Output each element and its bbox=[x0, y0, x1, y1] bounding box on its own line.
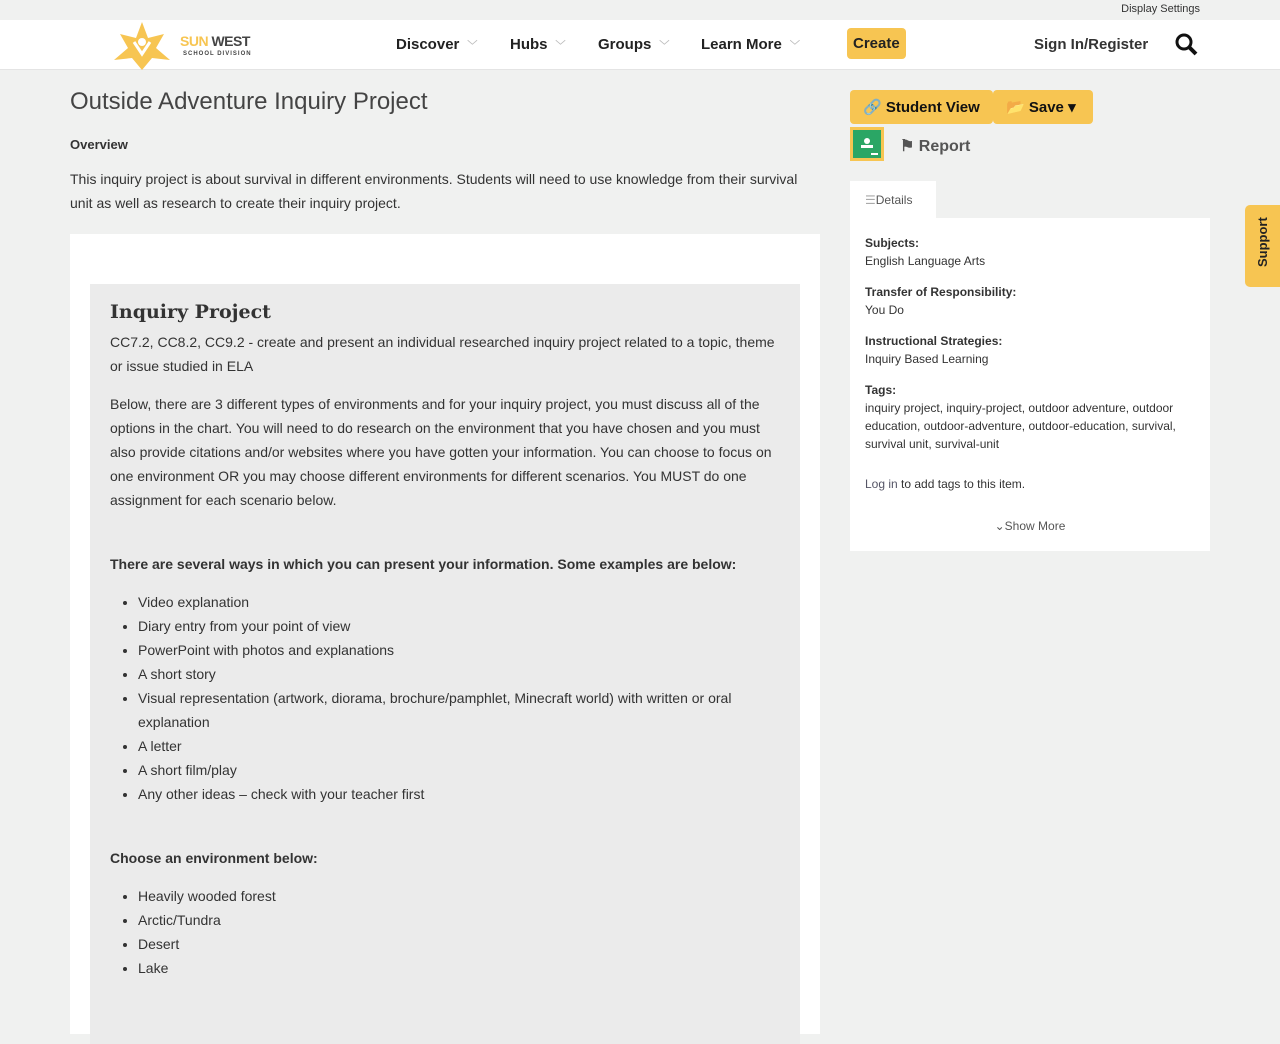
chevron-down-icon: ﹀ bbox=[789, 41, 800, 52]
link-icon: 🔗 bbox=[863, 99, 882, 116]
report-button[interactable]: ⚑ Report bbox=[900, 138, 971, 155]
ways-list bbox=[138, 590, 780, 806]
chevron-down-icon: ﹀ bbox=[659, 41, 670, 52]
chevron-down-icon: ⌄ bbox=[994, 519, 1005, 533]
display-settings-link[interactable]: Display Settings bbox=[1121, 3, 1200, 15]
nav-hubs[interactable]: Hubs ﹀ bbox=[510, 36, 566, 53]
transfer-label: Transfer of Responsibility: bbox=[865, 285, 1017, 299]
google-classroom-icon[interactable] bbox=[850, 127, 884, 161]
sun-logo-icon bbox=[112, 20, 172, 70]
list-item: • PowerPoint with photos and explanations bbox=[138, 638, 780, 662]
logo-text: SUN WEST bbox=[180, 33, 250, 49]
list-item: • Lake bbox=[138, 956, 780, 980]
ways-heading: There are several ways in which you can present your information. Some examples are below: bbox=[110, 556, 737, 572]
list-item: • A letter bbox=[138, 734, 780, 758]
save-button[interactable]: 📂 Save ▾ bbox=[993, 90, 1093, 124]
env-heading: Choose an environment below: bbox=[110, 850, 318, 866]
strategies-value: Inquiry Based Learning bbox=[865, 352, 989, 366]
show-more-button[interactable]: ⌄Show More bbox=[994, 519, 1066, 533]
list-item: • Heavily wooded forest bbox=[138, 884, 780, 908]
nav-discover[interactable]: Discover ﹀ bbox=[396, 36, 478, 53]
overview-text: This inquiry project is about survival in different environments. Students will need to use knowledge from their survival unit as well as research to create their inquiry project. bbox=[70, 171, 798, 211]
sign-in-link[interactable]: Sign In/Register bbox=[1034, 36, 1149, 53]
list-item: • A short film/play bbox=[138, 758, 780, 782]
topbar bbox=[0, 0, 1280, 20]
chevron-down-icon: ﹀ bbox=[467, 41, 478, 52]
caret-down-icon: ▾ bbox=[1068, 99, 1076, 116]
flag-icon: ⚑ bbox=[900, 138, 915, 155]
subjects-value: English Language Arts bbox=[865, 254, 986, 268]
instructions-text: Below, there are 3 different types of environments and for your inquiry project, you must discuss all of the options in the chart. You will need to do research on the environment that you have chosen and you must also provide citations and/or websites where you have gotten your information. You can choose to focus on one environment OR you may choose different environments for different scenarios. You MUST do one assignment for each scenario below. bbox=[110, 396, 772, 508]
support-tab[interactable]: Support bbox=[1245, 205, 1280, 287]
section-heading: Inquiry Project bbox=[110, 301, 271, 323]
list-item: • Any other ideas – check with your teacher first bbox=[138, 782, 780, 806]
list-item: • Arctic/Tundra bbox=[138, 908, 780, 932]
list-item: • A short story bbox=[138, 662, 780, 686]
search-icon[interactable] bbox=[1174, 32, 1198, 56]
overview-label: Overview bbox=[70, 137, 128, 152]
list-item: • Visual representation (artwork, diorama, brochure/pamphlet, Minecraft world) with written or oral explanation bbox=[138, 686, 780, 734]
env-list bbox=[138, 884, 780, 980]
tags-value: inquiry project, inquiry-project, outdoor adventure, outdoor education, outdoor-adventure, outdoor-education, survival, survival unit, survival-unit bbox=[865, 401, 1176, 451]
logo-subtitle: SCHOOL DIVISION bbox=[183, 51, 252, 57]
login-link[interactable]: Log in bbox=[865, 477, 898, 491]
list-item: • Diary entry from your point of view bbox=[138, 614, 780, 638]
student-view-button[interactable]: 🔗 Student View bbox=[850, 90, 993, 124]
login-hint: to add tags to this item. bbox=[897, 477, 1026, 491]
list-item: • Desert bbox=[138, 932, 780, 956]
navbar bbox=[0, 20, 1280, 70]
folder-open-icon: 📂 bbox=[1006, 99, 1025, 116]
logo[interactable] bbox=[112, 20, 252, 70]
strategies-label: Instructional Strategies: bbox=[865, 334, 1003, 348]
list-item: • Video explanation bbox=[138, 590, 780, 614]
page-title: Outside Adventure Inquiry Project bbox=[70, 88, 428, 115]
create-button[interactable]: Create bbox=[847, 28, 906, 59]
nav-learn-more[interactable]: Learn More ﹀ bbox=[701, 36, 800, 53]
inquiry-section bbox=[90, 284, 800, 1044]
nav-groups[interactable]: Groups ﹀ bbox=[598, 36, 670, 53]
tab-details[interactable]: ☰Details bbox=[850, 181, 936, 219]
tags-label: Tags: bbox=[865, 383, 897, 397]
subjects-label: Subjects: bbox=[865, 236, 920, 250]
outcomes-text: CC7.2, CC8.2, CC9.2 - create and present an individual researched inquiry project related to a topic, theme or issue studied in ELA bbox=[110, 334, 775, 374]
list-icon: ☰ bbox=[865, 193, 876, 207]
chevron-down-icon: ﹀ bbox=[555, 41, 566, 52]
transfer-value: You Do bbox=[865, 303, 904, 317]
content-card bbox=[70, 234, 820, 1034]
details-panel bbox=[850, 218, 1210, 551]
